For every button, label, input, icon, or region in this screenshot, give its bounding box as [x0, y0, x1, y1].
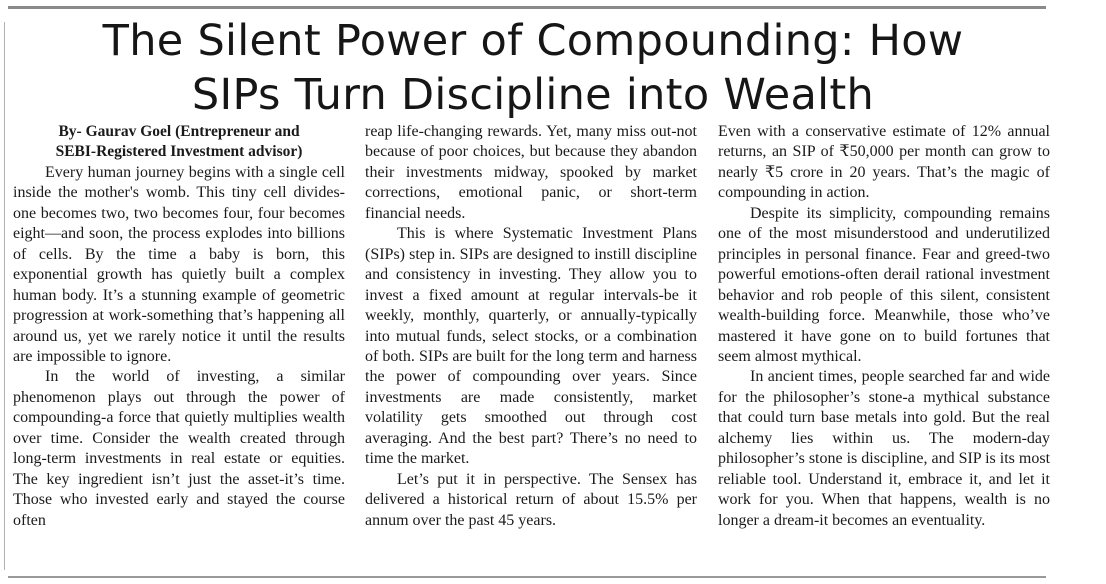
paragraph: In ancient times, people searched far and wide for the philosopher’s stone-a mythical substance that could turn base metals into gold. But the real alchemy lies within us. The modern-day philosopher’s stone is discipline, and SIP is its most reliable tool. Understand it, embrace it, and let it work for you. When that happens, wealth is no longer a dream-it becomes an eventuality.: [718, 368, 1051, 529]
byline-line-2: SEBI-Registered Investment advisor): [55, 143, 303, 161]
headline: [0, 14, 1066, 122]
paragraph: This is where Systematic Investment Plans (SIPs) step in. SIPs are designed to instill discipline and consistency in investing. They allow you to invest a fixed amount at regular intervals-be it weekly, monthly, quarterly, or annually-typically into mutual funds, select stocks, or a combination of both. SIPs are built for the long term and harness the power of compounding over years. Since investments are made consistently, market volatility gets smoothed out through cost averaging. And the best part? There’s no need to time the market.: [365, 225, 697, 468]
headline-line-1: The Silent Power of Compounding: How: [102, 16, 964, 66]
byline-line-1: By- Gaurav Goel (Entrepreneur and: [58, 123, 300, 140]
paragraph: reap life-changing rewards. Yet, many miss out-not because of poor choices, but because they abandon their investments midway, spooked by market corrections, emotional panic, or short-term financial needs.: [365, 123, 697, 222]
article-column-3: [718, 122, 1050, 531]
top-rule: [8, 6, 1046, 9]
article-column-2: [365, 122, 697, 531]
byline: [13, 122, 345, 163]
bottom-rule: [8, 576, 1046, 578]
paragraph: Despite its simplicity, compounding remains one of the most misunderstood and underutilized principles in personal finance. Fear and greed-two powerful emotions-often derail rational investment behavior and rob people of this silent, consistent wealth-building force. Meanwhile, those who’ve mastered it have gone on to build fortunes that seem almost mythical.: [718, 204, 1050, 365]
paragraph: Even with a conservative estimate of 12% annual returns, an SIP of ₹50,000 per month can grow to nearly ₹5 crore in 20 years. That’s the magic of compounding in action.: [718, 123, 1050, 202]
article-column-1: [13, 122, 345, 531]
paragraph: In the world of investing, a similar phenomenon plays out through the power of compounding-a force that quietly multiplies wealth over time. Consider the wealth created through long-term investments in real estate or equities. The key ingredient isn’t just the asset-it’s time. Those who invested early and stayed the course often: [13, 368, 345, 529]
paragraph: Every human journey begins with a single cell inside the mother's womb. This tiny cell divides-one becomes two, two becomes four, four becomes eight—and soon, the process explodes into billions of cells. By the time a baby is born, this exponential growth has quietly built a complex human body. It’s a stunning example of geometric progression at work-something that’s happening all around us, yet we rarely notice it until the results are impossible to ignore.: [13, 163, 345, 365]
headline-line-2: SIPs Turn Discipline into Wealth: [191, 70, 875, 120]
paragraph: Let’s put it in perspective. The Sensex has delivered a historical return of about 15.5% per annum over the past 45 years.: [365, 470, 697, 529]
